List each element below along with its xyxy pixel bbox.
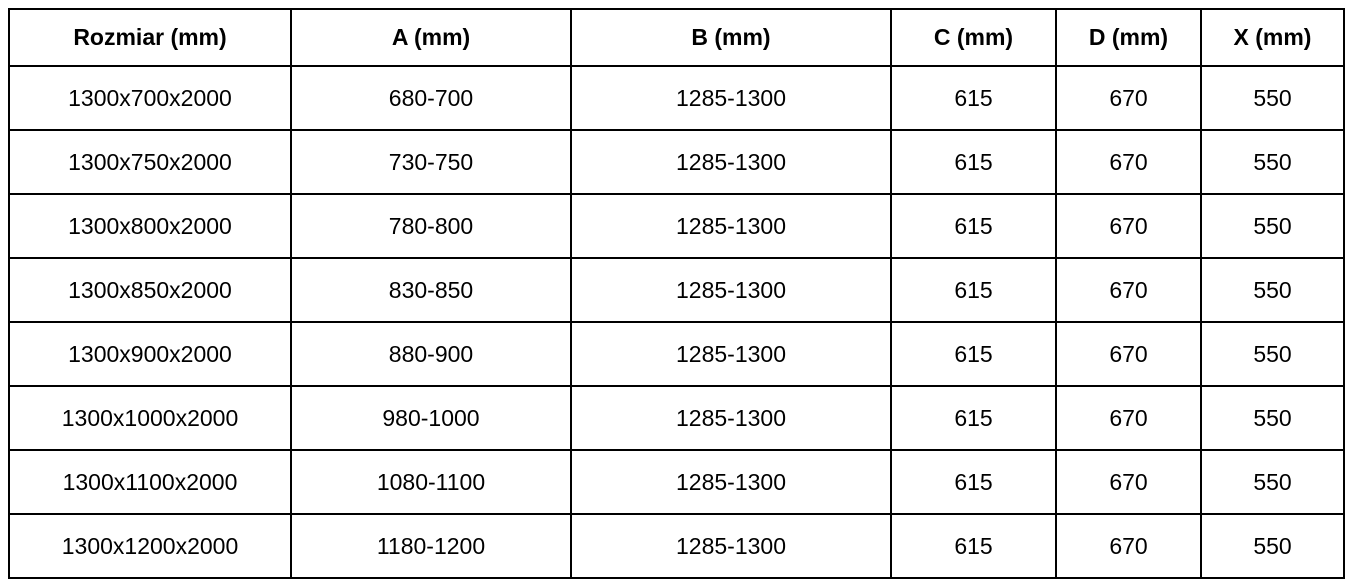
table-cell: 1285-1300 (571, 66, 891, 130)
table-cell: 1285-1300 (571, 514, 891, 578)
column-header: Rozmiar (mm) (9, 9, 291, 66)
table-cell: 670 (1056, 322, 1201, 386)
table-cell: 1285-1300 (571, 386, 891, 450)
table-cell: 550 (1201, 514, 1344, 578)
table-row (9, 386, 1344, 450)
header-row (9, 9, 1344, 66)
table-row (9, 450, 1344, 514)
table-cell: 1285-1300 (571, 194, 891, 258)
table-cell: 670 (1056, 66, 1201, 130)
table-cell: 550 (1201, 258, 1344, 322)
table-cell: 670 (1056, 258, 1201, 322)
table-cell: 615 (891, 386, 1056, 450)
table-cell: 1300x1200x2000 (9, 514, 291, 578)
table-row (9, 194, 1344, 258)
table-row (9, 514, 1344, 578)
table-row (9, 66, 1344, 130)
table-cell: 780-800 (291, 194, 571, 258)
table-cell: 680-700 (291, 66, 571, 130)
table-cell: 1300x850x2000 (9, 258, 291, 322)
table-cell: 550 (1201, 386, 1344, 450)
table-cell: 550 (1201, 130, 1344, 194)
table-cell: 670 (1056, 386, 1201, 450)
table-cell: 615 (891, 514, 1056, 578)
table-cell: 1300x900x2000 (9, 322, 291, 386)
table-cell: 880-900 (291, 322, 571, 386)
column-header: C (mm) (891, 9, 1056, 66)
table-cell: 615 (891, 322, 1056, 386)
column-header: X (mm) (1201, 9, 1344, 66)
column-header: B (mm) (571, 9, 891, 66)
column-header: D (mm) (1056, 9, 1201, 66)
table-cell: 670 (1056, 514, 1201, 578)
table-cell: 615 (891, 130, 1056, 194)
table-body (9, 66, 1344, 578)
table-cell: 550 (1201, 194, 1344, 258)
table-row (9, 130, 1344, 194)
table-cell: 615 (891, 194, 1056, 258)
size-table-container (8, 8, 1345, 579)
table-cell: 1285-1300 (571, 322, 891, 386)
table-cell: 1285-1300 (571, 258, 891, 322)
table-cell: 670 (1056, 450, 1201, 514)
table-cell: 730-750 (291, 130, 571, 194)
table-cell: 550 (1201, 450, 1344, 514)
table-cell: 670 (1056, 194, 1201, 258)
column-header: A (mm) (291, 9, 571, 66)
table-cell: 615 (891, 258, 1056, 322)
table-cell: 1300x700x2000 (9, 66, 291, 130)
table-cell: 615 (891, 66, 1056, 130)
table-cell: 1300x1100x2000 (9, 450, 291, 514)
table-cell: 1300x800x2000 (9, 194, 291, 258)
table-cell: 670 (1056, 130, 1201, 194)
table-cell: 550 (1201, 322, 1344, 386)
table-cell: 1080-1100 (291, 450, 571, 514)
table-cell: 1300x750x2000 (9, 130, 291, 194)
table-cell: 830-850 (291, 258, 571, 322)
table-cell: 550 (1201, 66, 1344, 130)
table-row (9, 322, 1344, 386)
table-cell: 1285-1300 (571, 450, 891, 514)
table-cell: 1180-1200 (291, 514, 571, 578)
table-row (9, 258, 1344, 322)
size-table (8, 8, 1345, 579)
table-cell: 980-1000 (291, 386, 571, 450)
table-cell: 615 (891, 450, 1056, 514)
table-cell: 1300x1000x2000 (9, 386, 291, 450)
table-cell: 1285-1300 (571, 130, 891, 194)
